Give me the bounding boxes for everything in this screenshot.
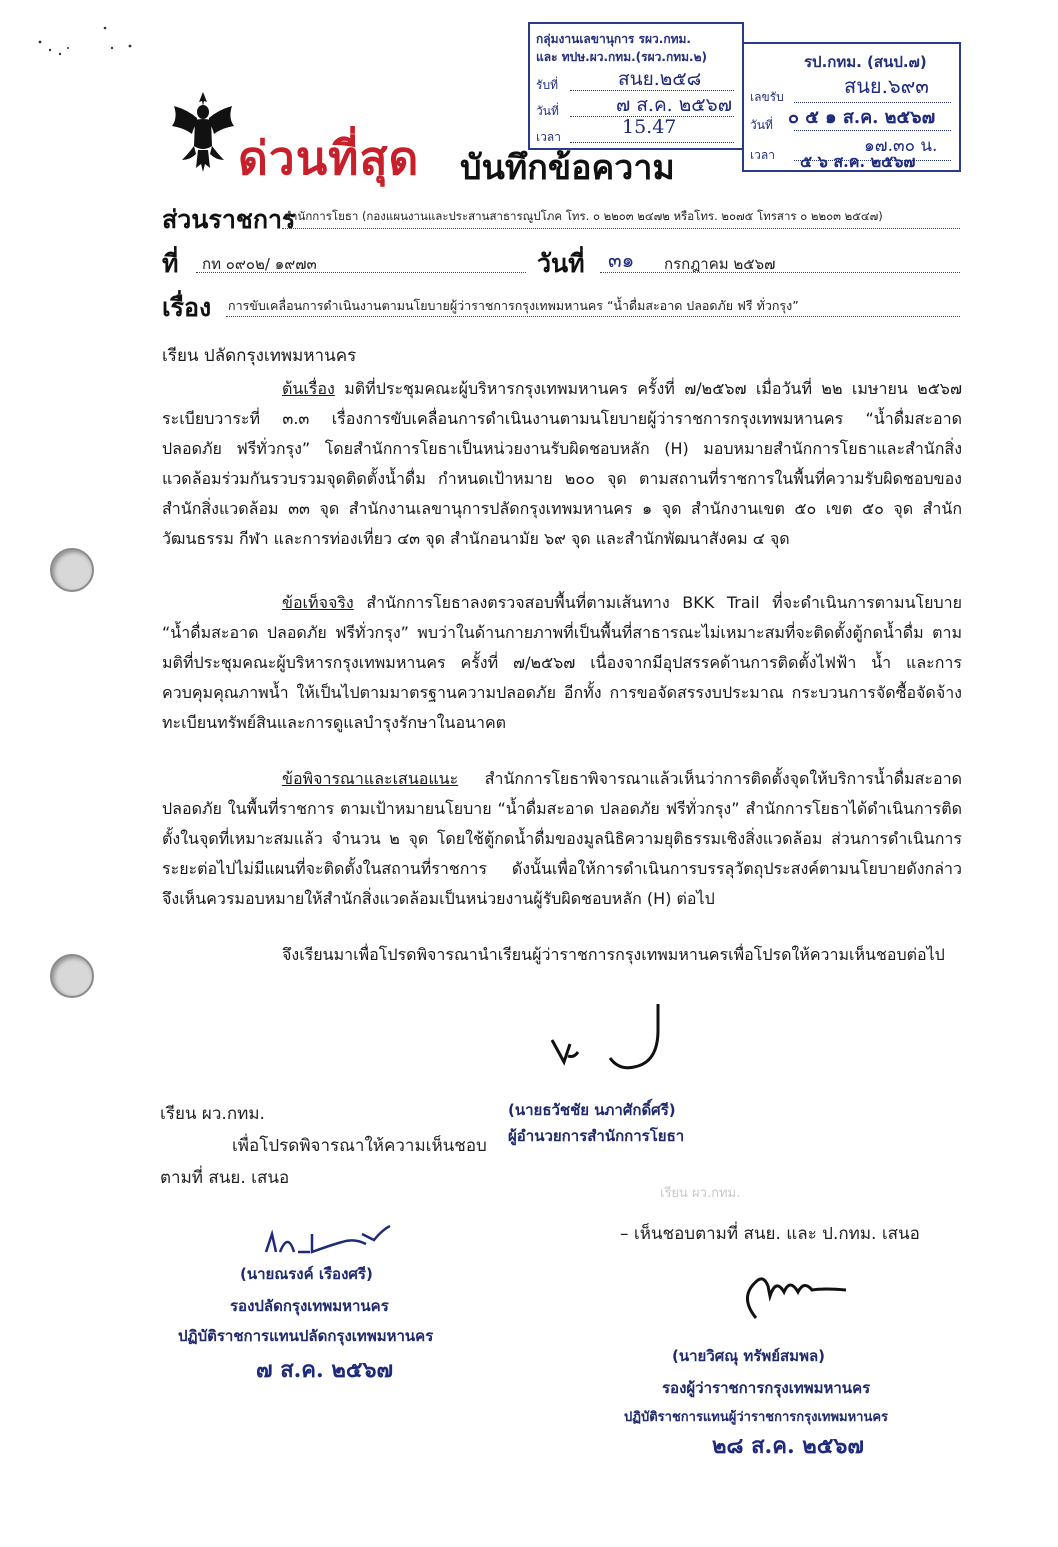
note-left-line2: เพื่อโปรดพิจารณาให้ความเห็นชอบ	[232, 1136, 487, 1156]
note-left-line3: ตามที่ สนย. เสนอ	[160, 1168, 290, 1188]
stamp2-date-label: วันที่	[750, 118, 773, 132]
stamp-title-line2: และ ทปษ.ผว.กทม.(รผว.กทม.๒)	[536, 50, 707, 64]
punch-hole-bottom	[50, 954, 94, 998]
stamp2-date-value: ๐ ๕ ๑ ส.ค. ๒๕๖๗	[788, 107, 936, 128]
paragraph-facts-text: สำนักการโยธาลงตรวจสอบพื้นที่ตามเส้นทาง BKK Trail ที่จะดำเนินการตามนโยบาย “น้ำดื่มสะอาด ปลอดภัย ฟรีทั่วกรุง” พบว่าในด้านกายภาพที่เป็นพื้นที่สาธารณะไม่เหมาะสมที่จะติดตั้งตู้กดน้ำดื่ม ตามมติที่ประชุมคณะผู้บริหารกรุงเทพมหานคร ครั้งที่ ๗/๒๕๖๗ เนื่องจากมีอุปสรรคด้านการติดตั้งไฟฟ้า น้ำ และการควบคุมคุณภาพน้ำ ให้เป็นไปตามมาตรฐานความปลอดภัย อีกทั้ง การขอจัดสรรงบประมาณ กระบวนการจัดซื้อจัดจ้าง ทะเบียนทรัพย์สินและการดูแลบำรุงรักษาในอนาคต	[162, 593, 962, 732]
paragraph-background-text: มติที่ประชุมคณะผู้บริหารกรุงเทพมหานคร ครั้งที่ ๗/๒๕๖๗ เมื่อวันที่ ๒๒ เมษายน ๒๕๖๗ ระเบียบวาระที่ ๓.๓ เรื่องการขับเคลื่อนการดำเนินงานตามนโยบายผู้ว่าราชการกรุงเทพมหานคร “น้ำดื่มสะอาด ปลอดภัย ฟรีทั่วกรุง” โดยสำนักการโยธาเป็นหน่วยงานรับผิดชอบหลัก (H) มอบหมายสำนักการโยธาและสำนักสิ่งแวดล้อมร่วมกันรวบรวมจุดติดตั้งน้ำดื่ม กำหนดเป้าหมาย ๒๐๐ จุด ตามสถานที่ราชการในพื้นที่ความรับผิดชอบของสำนักสิ่งแวดล้อม ๓๓ จุด สำนักงานเลขานุการปลัดกรุงเทพมหานคร ๑ จุด สำนักงานเขต ๕๐ เขต ๕๐ จุด สำนักวัฒนธรรม กีฬา และการท่องเที่ยว ๔๓ จุด สำนักอนามัย ๖๙ จุด และสำนักพัฒนาสังคม ๔ จุด	[162, 379, 962, 548]
deputy-governor-position: รองผู้ว่าราชการกรุงเทพมหานคร	[662, 1379, 871, 1397]
stamp2-time-value: ๑๗.๓๐ น.	[864, 136, 938, 156]
salutation: เรียน ปลัดกรุงเทพมหานคร	[162, 346, 357, 366]
deputy-permanent-secretary-position: รองปลัดกรุงเทพมหานคร	[230, 1297, 389, 1315]
stamp-no-label: รับที่	[536, 78, 558, 92]
stamp-time-value: 15.47	[622, 116, 677, 138]
stamp-date-label: วันที่	[536, 104, 559, 118]
deputy-permanent-secretary-acting: ปฏิบัติราชการแทนปลัดกรุงเทพมหานคร	[178, 1327, 434, 1345]
garuda-emblem-icon	[168, 88, 238, 174]
director-name: (นายธวัชชัย นภาศักดิ์ศรี)	[508, 1101, 676, 1119]
paragraph-recommendation-text: สำนักการโยธาพิจารณาแล้วเห็นว่าการติดตั้งจุดให้บริการน้ำดื่มสะอาด ปลอดภัย ในพื้นที่ราชการ ตามเป้าหมายนโยบาย “น้ำดื่มสะอาด ปลอดภัย ฟรีทั่วกรุง” สำนักการโยธาได้ดำเนินการติดตั้งในจุดที่เหมาะสมแล้ว จำนวน ๒ จุด โดยใช้ตู้กดน้ำดื่มของมูลนิธิความยุติธรรมเชิงสิ่งแวดล้อม ส่วนการดำเนินการระยะต่อไปไม่มีแผนที่จะติดตั้งในสถานที่ราชการ ดังนั้นเพื่อให้การดำเนินการบรรลุวัตถุประสงค์ตามนโยบายดังกล่าว จึงเห็นควรมอบหมายให้สำนักสิ่งแวดล้อมเป็นหน่วยงานผู้รับผิดชอบหลัก (H) ต่อไป	[162, 769, 962, 908]
deputy-governor-name: (นายวิศณุ ทรัพย์สมพล)	[672, 1347, 826, 1365]
signature-deputy-permanent-secretary	[258, 1222, 398, 1264]
paragraph-background-heading: ต้นเรื่อง	[282, 379, 335, 398]
agency-value: สำนักการโยธา (กองแผนงานและประสานสาธารณูปโภค โทร. ๐ ๒๒๐๓ ๒๔๗๒ หรือโทร. ๒๐๗๕ โทรสาร ๐ ๒๒๐๓ ๒๕๔๗)	[284, 209, 883, 223]
stamp2-time-label: เวลา	[750, 148, 775, 162]
stamp-title-line1: กลุ่มงานเลขานุการ รผว.กทม.	[536, 32, 691, 46]
stamp2-title: รป.กทม. (สนป.๗)	[804, 53, 927, 71]
director-position: ผู้อำนวยการสำนักการโยธา	[508, 1127, 685, 1145]
stamp-date-value: ๗ ส.ค. ๒๕๖๗	[616, 94, 733, 116]
deputy-permanent-secretary-date: ๗ ส.ค. ๒๕๖๗	[256, 1357, 393, 1383]
memo-title: บันทึกข้อความ	[460, 148, 675, 188]
closing-line: จึงเรียนมาเพื่อโปรดพิจารณานำเรียนผู้ว่าราชการกรุงเทพมหานครเพื่อโปรดให้ความเห็นชอบต่อไป	[282, 945, 945, 964]
agency-label: ส่วนราชการ	[162, 205, 296, 234]
scan-noise	[30, 20, 140, 70]
stamp2-no-value: สนย.๖๙๓	[844, 74, 929, 98]
subject-value: การขับเคลื่อนการดำเนินงานตามนโยบายผู้ว่าราชการกรุงเทพมหานคร “น้ำดื่มสะอาด ปลอดภัย ฟรี ทั่วกรุง”	[228, 298, 799, 313]
subject-label: เรื่อง	[162, 293, 212, 322]
stamp2-no-label: เลขรับ	[750, 90, 784, 104]
deputy-permanent-secretary-name: (นายณรงค์ เรืองศรี)	[240, 1265, 373, 1283]
paragraph-recommendation-heading: ข้อพิจารณาและเสนอแนะ	[282, 769, 459, 788]
punch-hole-top	[50, 548, 94, 592]
note-right-line1: – เห็นชอบตามที่ สนย. และ ป.กทม. เสนอ	[620, 1224, 920, 1244]
deputy-governor-date: ๒๘ ส.ค. ๒๕๖๗	[712, 1433, 864, 1459]
paragraph-background	[162, 374, 962, 554]
date-day: ๓๑	[608, 248, 635, 272]
urgent-label: ด่วนที่สุด	[238, 131, 420, 185]
stamp2-extra-date: ๕ ๖ ส.ค. ๒๕๖๗	[800, 152, 916, 171]
date-label: วันที่	[537, 249, 585, 278]
stamp-time-label: เวลา	[536, 130, 561, 144]
ref-label: ที่	[162, 249, 179, 278]
signature-director	[540, 1000, 680, 1080]
ref-value: กท ๐๙๐๒/ ๑๙๗๓	[202, 255, 317, 273]
deputy-governor-acting: ปฏิบัติราชการแทนผู้ว่าราชการกรุงเทพมหานคร	[624, 1410, 889, 1425]
signature-deputy-governor	[734, 1266, 874, 1326]
faint-bleed-through: เรียน ผว.กทม.	[660, 1186, 741, 1201]
date-month-year: กรกฎาคม ๒๕๖๗	[664, 255, 776, 273]
paragraph-facts-heading: ข้อเท็จจริง	[282, 593, 354, 612]
secretariat-receipt-stamp	[528, 22, 744, 150]
paragraph-facts	[162, 588, 962, 738]
paragraph-recommendation	[162, 764, 962, 914]
note-left-line1: เรียน ผว.กทม.	[160, 1104, 265, 1124]
stamp-no-value: สนย.๒๕๘	[618, 68, 702, 90]
